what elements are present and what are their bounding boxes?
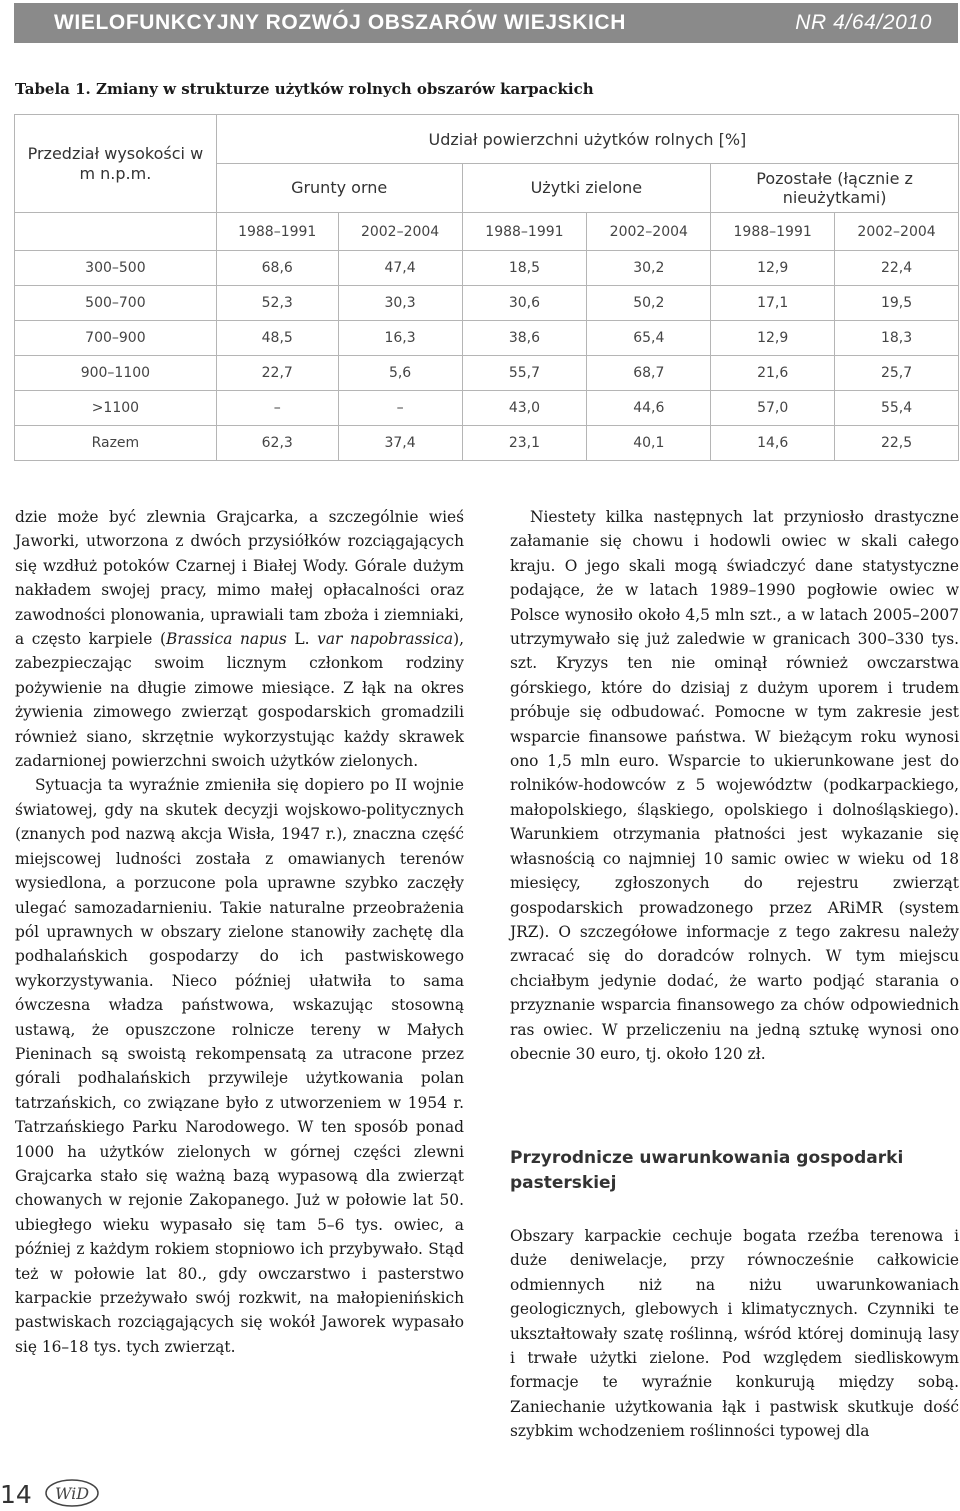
group-header: Pozostałe (łącznie z nieużytkami): [711, 164, 959, 213]
row-label: 900–1100: [15, 356, 217, 391]
row-label: 500–700: [15, 286, 217, 321]
table-cell: 5,6: [338, 356, 462, 391]
text-run: dzie może być zlewnia Grajcarka, a szczególnie wieś Jaworki, utworzona z dwóch przysiółków rozciągających się wzdłuż potoków Czarnej i Białej Wody. Górale dużym nakładem swojej pracy, mimo małej opłacalności oraz zawodności plonowania, uprawiali tam zboża i ziemniaki, a często karpiele (: [15, 508, 464, 649]
table-cell: 40,1: [587, 426, 711, 461]
row-label: 300–500: [15, 251, 217, 286]
table-cell: 17,1: [711, 286, 835, 321]
table-cell: –: [216, 391, 338, 426]
year-header: 1988–1991: [216, 213, 338, 251]
year-header: 2002–2004: [835, 213, 959, 251]
text-run: L.: [286, 630, 318, 649]
table-row: [15, 251, 959, 286]
row-label: Razem: [15, 426, 217, 461]
table-cell: 57,0: [711, 391, 835, 426]
paragraph: Sytuacja ta wyraźnie zmieniła się dopiero po II wojnie światowej, gdy na skutek decyzji wojskowo-politycznych (znanych pod nazwą akcja Wisła, 1947 r.), znaczna część miejscowej ludności została z omawianych terenów wysiedlona, a porzucone pola uprawne szybko zaczęły ulegać samozadarnieniu. Takie naturalne przeobrażenia pól uprawnych w obszary zielone stanowiły zachętę dla podhalańskich gospodarzy do ich pastwiskowego wykorzystywania. Nieco później ułatwiła to sama ówczesna władza państwowa, wskazując stosowną ustawą, że opuszczone rolnicze tereny w Małych Pieninach są swoistą rekompensatą za utracone przez górali podhalańskich przywileje użytkowania polan tatrzańskich, co związane było z utworzeniem w 1954 r. Tatrzańskiego Parku Narodowego. W ten sposób ponad 1000 ha użytków zielonych w górnej części zlewni Grajcarka stało się ważną bazą wypasową dla zwierząt chowanych w rejonie Zakopanego. Już w połowie lat 50. ubiegłego wieku wypasało się tam 5–6 tys. owiec, a później z każdym rokiem stopniowo ich przybywało. Stąd też w połowie lat 80., gdy owczarstwo i pasterstwo karpackie przeżywało swój rozkwit, na małopienińskich pastwiskach rozciągających się wokół Jaworek wypasało się 16–18 tys. tych zwierząt.: [15, 776, 464, 1356]
table-cell: 68,6: [216, 251, 338, 286]
main-header: Udział powierzchni użytków rolnych [%]: [216, 115, 958, 164]
table-cell: 18,5: [462, 251, 587, 286]
table-cell: 62,3: [216, 426, 338, 461]
page-number: 14: [0, 1480, 32, 1509]
table-cell: 22,7: [216, 356, 338, 391]
table-cell: 44,6: [587, 391, 711, 426]
row-label: 700–900: [15, 321, 217, 356]
left-column: [15, 505, 464, 1359]
group-header: Grunty orne: [216, 164, 462, 213]
table-cell: 48,5: [216, 321, 338, 356]
paragraph: [15, 505, 464, 773]
paragraph: Niestety kilka następnych lat przyniosło drastyczne załamanie się chowu i hodowli owiec w skali całego kraju. O jego skali mogą świadczyć dane statystyczne podające, że w latach 1989–1990 pogłowie owiec w Polsce wynosiło około 4,5 mln szt., a w latach 2005–2007 utrzymywało się już zaledwie w granicach 300–330 tys. szt. Kryzys ten nie ominął również owczarstwa górskiego, które do dzisiaj z dużym uporem i trudem próbuje się odbudować. Pomocne w tym zakresie jest wsparcie finansowe państwa. W bieżącym roku wynosi ono 1,5 mln euro. Wsparcie to ukierunkowane jest do rolników-hodowców z 5 województw (podkarpackiego, małopolskiego, śląskiego, opolskiego i dolnośląskiego). Warunkiem otrzymania płatności jest wykazanie się własnością co najmniej 10 samic owiec w wieku od 18 miesięcy, zgłoszonych do rejestru zwierząt gospodarskich prowadzonego przez ARiMR (system JRZ). O szczegółowe informacje z tego zakresu należy zwracać się do doradców rolnych. W tym miejscu chciałbym jedynie dodać, że warto podjąć starania o przyznanie wsparcia finansowego za chów odpowiednich ras owiec. W przeliczeniu na jedną sztukę wynosi ono obecnie 30 euro, tj. około 120 zł.: [510, 508, 959, 1063]
table-cell: 30,3: [338, 286, 462, 321]
table-cell: 30,6: [462, 286, 587, 321]
table-cell: 12,9: [711, 321, 835, 356]
journal-title: WIELOFUNKCYJNY ROZWÓJ OBSZARÓW WIEJSKICH: [54, 11, 626, 34]
table-cell: 18,3: [835, 321, 959, 356]
table-cell: 22,4: [835, 251, 959, 286]
row-label-header: Przedział wysokości w m n.p.m.: [15, 115, 217, 213]
page-header: [14, 3, 958, 43]
table-caption: Tabela 1. Zmiany w strukturze użytków rolnych obszarów karpackich: [15, 80, 594, 98]
table-row: [15, 426, 959, 461]
table-cell: –: [338, 391, 462, 426]
table-cell: 65,4: [587, 321, 711, 356]
table-cell: 37,4: [338, 426, 462, 461]
table-cell: 25,7: [835, 356, 959, 391]
table-cell: 16,3: [338, 321, 462, 356]
table-row: [15, 286, 959, 321]
table-cell: 30,2: [587, 251, 711, 286]
table-cell: 22,5: [835, 426, 959, 461]
issue-number: NR 4/64/2010: [795, 11, 932, 34]
paragraph: Obszary karpackie cechuje bogata rzeźba terenowa i duże deniwelacje, przy równocześnie całkowicie odmiennych niż na niżu uwarunkowaniach geologicznych, glebowych i klimatycznych. Czynniki te ukształtowały szatę roślinną, wśród której dominują lasy i trwałe użytki zielone. Pod względem siedliskowym formacje te wyraźnie konkurują między sobą. Zaniechanie użytkowania łąk i pastwisk skutkuje dość szybkim wchodzeniem roślinności typowej dla: [510, 1227, 959, 1441]
table-cell: 12,9: [711, 251, 835, 286]
table-cell: 68,7: [587, 356, 711, 391]
table-cell: 43,0: [462, 391, 587, 426]
year-header: 2002–2004: [338, 213, 462, 251]
year-header: 1988–1991: [711, 213, 835, 251]
group-header: Użytki zielone: [462, 164, 711, 213]
table-cell: 38,6: [462, 321, 587, 356]
table-cell: 55,4: [835, 391, 959, 426]
italic-term: Brassica napus: [166, 630, 287, 649]
table-cell: 23,1: [462, 426, 587, 461]
table-cell: 21,6: [711, 356, 835, 391]
row-label: >1100: [15, 391, 217, 426]
year-header: 2002–2004: [587, 213, 711, 251]
italic-term: var napobrassica: [317, 630, 454, 649]
year-header-row: [15, 213, 959, 251]
table-cell: 55,7: [462, 356, 587, 391]
table-cell: 14,6: [711, 426, 835, 461]
table-cell: 50,2: [587, 286, 711, 321]
table-row: [15, 356, 959, 391]
logo-text: WiD: [54, 1484, 90, 1503]
table-row: [15, 321, 959, 356]
text-run: ), zabezpieczając swoim licznym członkom rodziny pożywienie na długie zimowe miesiące. Z łąk na okres żywienia zimowego zwierząt gospodarskich gromadzili również siano, skrzętnie wykorzystując każdy skrawek zadarnionej powierzchni swoich użytków zielonych.: [15, 630, 464, 771]
page-footer: [0, 1478, 960, 1511]
table-row: [15, 391, 959, 426]
right-column-continued: [510, 1224, 959, 1444]
data-table: [14, 114, 959, 461]
right-column: [510, 505, 959, 1066]
table-cell: 47,4: [338, 251, 462, 286]
table-cell: 52,3: [216, 286, 338, 321]
section-heading: Przyrodnicze uwarunkowania gospodarki pasterskiej: [510, 1148, 904, 1193]
year-header: 1988–1991: [462, 213, 587, 251]
wid-logo-icon: [44, 1478, 100, 1508]
table-cell: 19,5: [835, 286, 959, 321]
